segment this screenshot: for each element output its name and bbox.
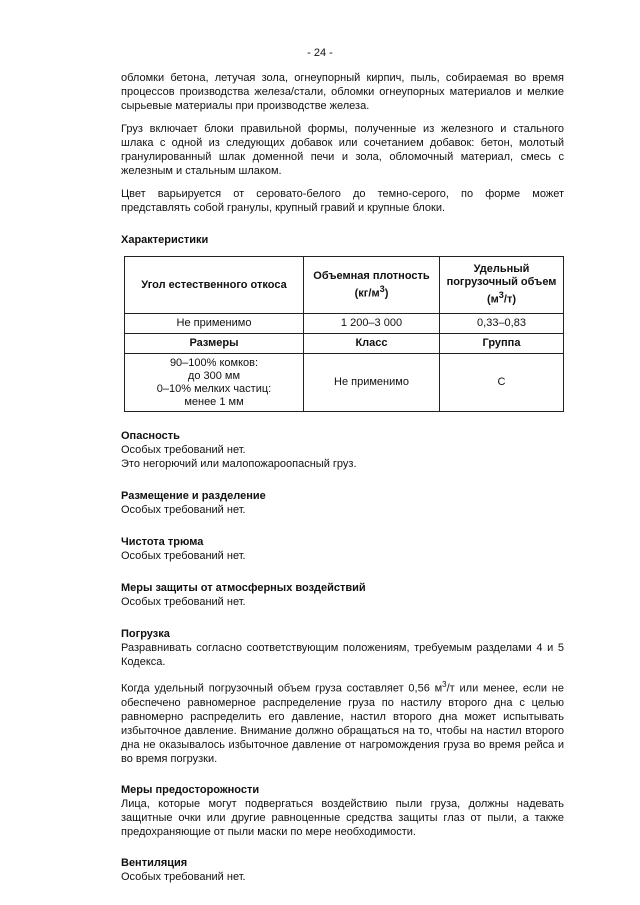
- cell-angle: Не применимо: [125, 314, 304, 334]
- section-ventilation: [121, 856, 564, 884]
- loading-heading: Погрузка: [121, 628, 170, 640]
- hazard-line-1: Особых требований нет.: [121, 444, 246, 456]
- precautions-paragraph-1: Лица, которые могут подвергаться воздействию пыли груза, должны надевать защитные очки или другие равноценные средства защиты глаз от пыли, а также предохраняющие от пыли маски по мере необходимости.: [121, 797, 564, 838]
- ventilation-heading: Вентиляция: [121, 856, 188, 869]
- size-line-3: 0–10% мелких частиц:: [156, 382, 272, 395]
- loading-paragraph-1: Разравнивать согласно соответствующим положениям, требуемым разделами 4 и 5 Кодекса.: [121, 642, 564, 668]
- header-size: Размеры: [125, 334, 304, 354]
- weather-heading: Меры защиты от атмосферных воздействий: [121, 582, 366, 594]
- section-loading: [121, 627, 564, 766]
- cell-class: Не применимо: [304, 354, 440, 412]
- ventilation-line-1: Особых требований нет.: [121, 870, 246, 883]
- section-hold: [121, 535, 564, 563]
- page-number: - 24 -: [307, 47, 333, 59]
- table-row: [125, 354, 564, 412]
- hold-line-1: Особых требований нет.: [121, 550, 246, 562]
- cell-group: С: [440, 354, 564, 412]
- characteristics-table: [124, 256, 564, 412]
- precautions-heading: Меры предосторожности: [121, 783, 260, 796]
- table-header-row-2: [125, 334, 564, 354]
- loading-paragraph-2: Когда удельный погрузочный объем груза составляет 0,56 $м^3/т$ или менее, если не обеспечено равномерное распределение груза по настилу второго дна с целью равномерно распределить его давление, настил второго дна может испытывать избыточное давление. Внимание должно обращаться на то, чтобы на настил второго дна не оказывалось избыточное давление от нагромождения груза во время рейса и во время погрузки.: [121, 680, 564, 765]
- header-stowage: Удельный погрузочный объем $(м^3/т)$: [440, 257, 564, 314]
- section-weather: [121, 581, 564, 609]
- section-precautions: [121, 783, 564, 839]
- header-density: Объемная плотность $(кг/м^3)$: [304, 257, 440, 314]
- segregation-line-1: Особых требований нет.: [121, 504, 246, 516]
- size-line-4: менее 1 мм: [184, 395, 244, 408]
- table-header-row: [125, 257, 564, 314]
- section-hazard: [121, 429, 564, 471]
- document-body: [121, 71, 564, 902]
- characteristics-heading: Характеристики: [121, 234, 209, 246]
- intro-paragraph-3: Цвет варьируется от серовато-белого до темно-серого, по форме может представлять собой гранулы, крупный гравий и крупные блоки.: [121, 188, 564, 214]
- size-line-1: 90–100% комков:: [169, 356, 259, 369]
- header-group: Группа: [440, 334, 564, 354]
- weather-line-1: Особых требований нет.: [121, 596, 246, 608]
- intro-paragraph-2: Груз включает блоки правильной формы, полученные из железного и стального шлака с одной из следующих добавок или сочетанием добавок: бетон, молотый гранулированный шлак доменной печи и зола, обломочный материал, смесь с железным и стальным шлаком.: [121, 123, 564, 177]
- segregation-heading: Размещение и разделение: [121, 490, 266, 502]
- hazard-heading: Опасность: [121, 430, 180, 442]
- section-segregation: [121, 489, 564, 517]
- size-line-2: до 300 мм: [187, 369, 241, 382]
- hold-heading: Чистота трюма: [121, 536, 204, 548]
- hazard-line-2: Это негорючий или малопожароопасный груз.: [121, 458, 357, 470]
- intro-paragraph-1: обломки бетона, летучая зола, огнеупорный кирпич, пыль, собираемая во время процессов производства железа/стали, обломки огнеупорных материалов и мелкие сырьевые материалы при производстве железа.: [121, 72, 564, 112]
- cell-stowage: 0,33–0,83: [440, 314, 564, 334]
- header-angle: Угол естественного откоса: [125, 257, 304, 314]
- cell-density: 1 200–3 000: [304, 314, 440, 334]
- table-row: [125, 314, 564, 334]
- cell-size: [125, 354, 304, 412]
- header-class: Класс: [304, 334, 440, 354]
